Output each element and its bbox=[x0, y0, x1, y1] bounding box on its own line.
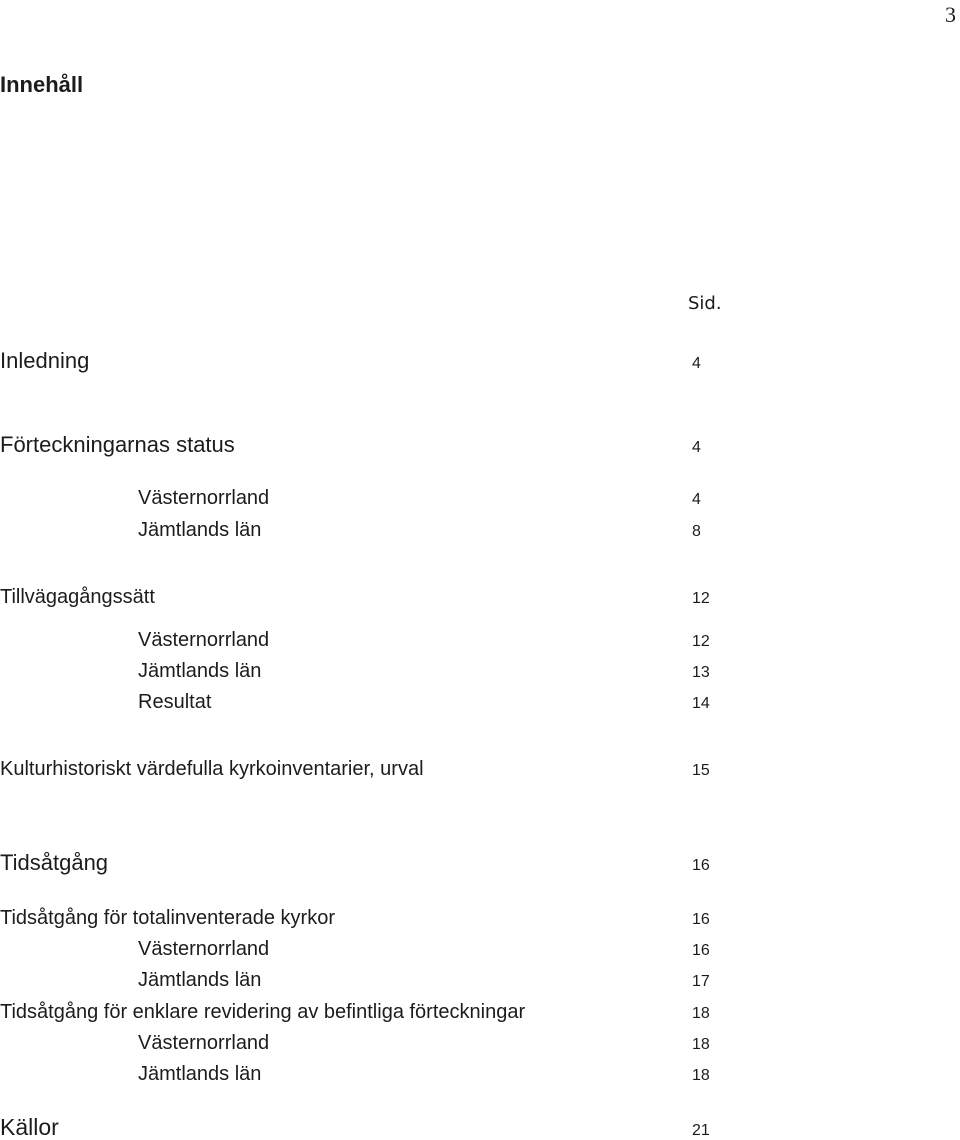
toc-entry-tidsatgang-enklare-revidering[interactable] bbox=[0, 990, 720, 1022]
toc-entry-label: Tidsåtgång för enklare revidering av befintliga förteckningar bbox=[0, 1001, 526, 1023]
toc-entry-label: Jämtlands län bbox=[138, 519, 262, 541]
toc-entry-jamtlands-lan[interactable] bbox=[0, 1052, 720, 1084]
toc-entry-page: 18 bbox=[692, 1005, 710, 1022]
toc-entry-kallor[interactable] bbox=[0, 1107, 720, 1139]
toc-entry-label: Inledning bbox=[0, 348, 90, 373]
toc-entry-forteckningarnas-status[interactable] bbox=[0, 424, 720, 456]
toc-entry-label: Västernorrland bbox=[138, 1032, 270, 1054]
toc-entry-page: 21 bbox=[692, 1122, 710, 1139]
toc-entry-page: 12 bbox=[692, 633, 710, 650]
toc-entry-page: 4 bbox=[692, 355, 701, 372]
page-column-header: Sid. bbox=[688, 293, 722, 314]
toc-entry-tidsatgang[interactable] bbox=[0, 842, 720, 874]
toc-entry-label: Källor bbox=[0, 1114, 59, 1140]
toc-entry-page: 4 bbox=[692, 491, 701, 508]
toc-entry-jamtlands-lan[interactable] bbox=[0, 649, 720, 681]
toc-entry-label: Resultat bbox=[138, 691, 212, 713]
toc-entry-page: 16 bbox=[692, 911, 710, 928]
toc-entry-resultat[interactable] bbox=[0, 680, 720, 712]
toc-entry-page: 8 bbox=[692, 523, 701, 540]
toc-entry-vasternorrland[interactable] bbox=[0, 1021, 720, 1053]
toc-entry-page: 17 bbox=[692, 973, 710, 990]
toc-entry-label: Västernorrland bbox=[138, 938, 270, 960]
toc-entry-label: Kulturhistoriskt värdefulla kyrkoinventarier, urval bbox=[0, 758, 424, 780]
toc-entry-tidsatgang-totalinventerade[interactable] bbox=[0, 896, 720, 928]
toc-entry-label: Västernorrland bbox=[138, 487, 270, 509]
toc-entry-vasternorrland[interactable] bbox=[0, 618, 720, 650]
toc-entry-vasternorrland[interactable] bbox=[0, 476, 720, 508]
toc-entry-page: 15 bbox=[692, 762, 710, 779]
toc-entry-page: 4 bbox=[692, 439, 701, 456]
toc-entry-page: 16 bbox=[692, 942, 710, 959]
toc-entry-page: 16 bbox=[692, 857, 710, 874]
page-number: 3 bbox=[945, 2, 956, 27]
toc-entry-label: Jämtlands län bbox=[138, 969, 262, 991]
toc-entry-page: 18 bbox=[692, 1067, 710, 1084]
toc-entry-label: Jämtlands län bbox=[138, 660, 262, 682]
toc-entry-label: Tillvägagångssätt bbox=[0, 586, 155, 608]
toc-entry-inledning[interactable] bbox=[0, 340, 720, 372]
toc-entry-page: 14 bbox=[692, 695, 710, 712]
toc-entry-kulturhistoriskt[interactable] bbox=[0, 747, 720, 779]
toc-entry-page: 18 bbox=[692, 1036, 710, 1053]
toc-entry-page: 12 bbox=[692, 590, 710, 607]
toc-entry-vasternorrland[interactable] bbox=[0, 927, 720, 959]
toc-entry-label: Tidsåtgång för totalinventerade kyrkor bbox=[0, 907, 335, 929]
toc-entry-label: Jämtlands län bbox=[138, 1063, 262, 1085]
toc-heading: Innehåll bbox=[0, 72, 84, 97]
toc-entry-jamtlands-lan[interactable] bbox=[0, 958, 720, 990]
toc-entry-jamtlands-lan[interactable] bbox=[0, 508, 720, 540]
toc-entry-label: Västernorrland bbox=[138, 629, 270, 651]
toc-entry-tillvagagangssatt[interactable] bbox=[0, 575, 720, 607]
toc-entry-label: Förteckningarnas status bbox=[0, 432, 235, 457]
toc-entry-label: Tidsåtgång bbox=[0, 850, 109, 875]
toc-entry-page: 13 bbox=[692, 664, 710, 681]
